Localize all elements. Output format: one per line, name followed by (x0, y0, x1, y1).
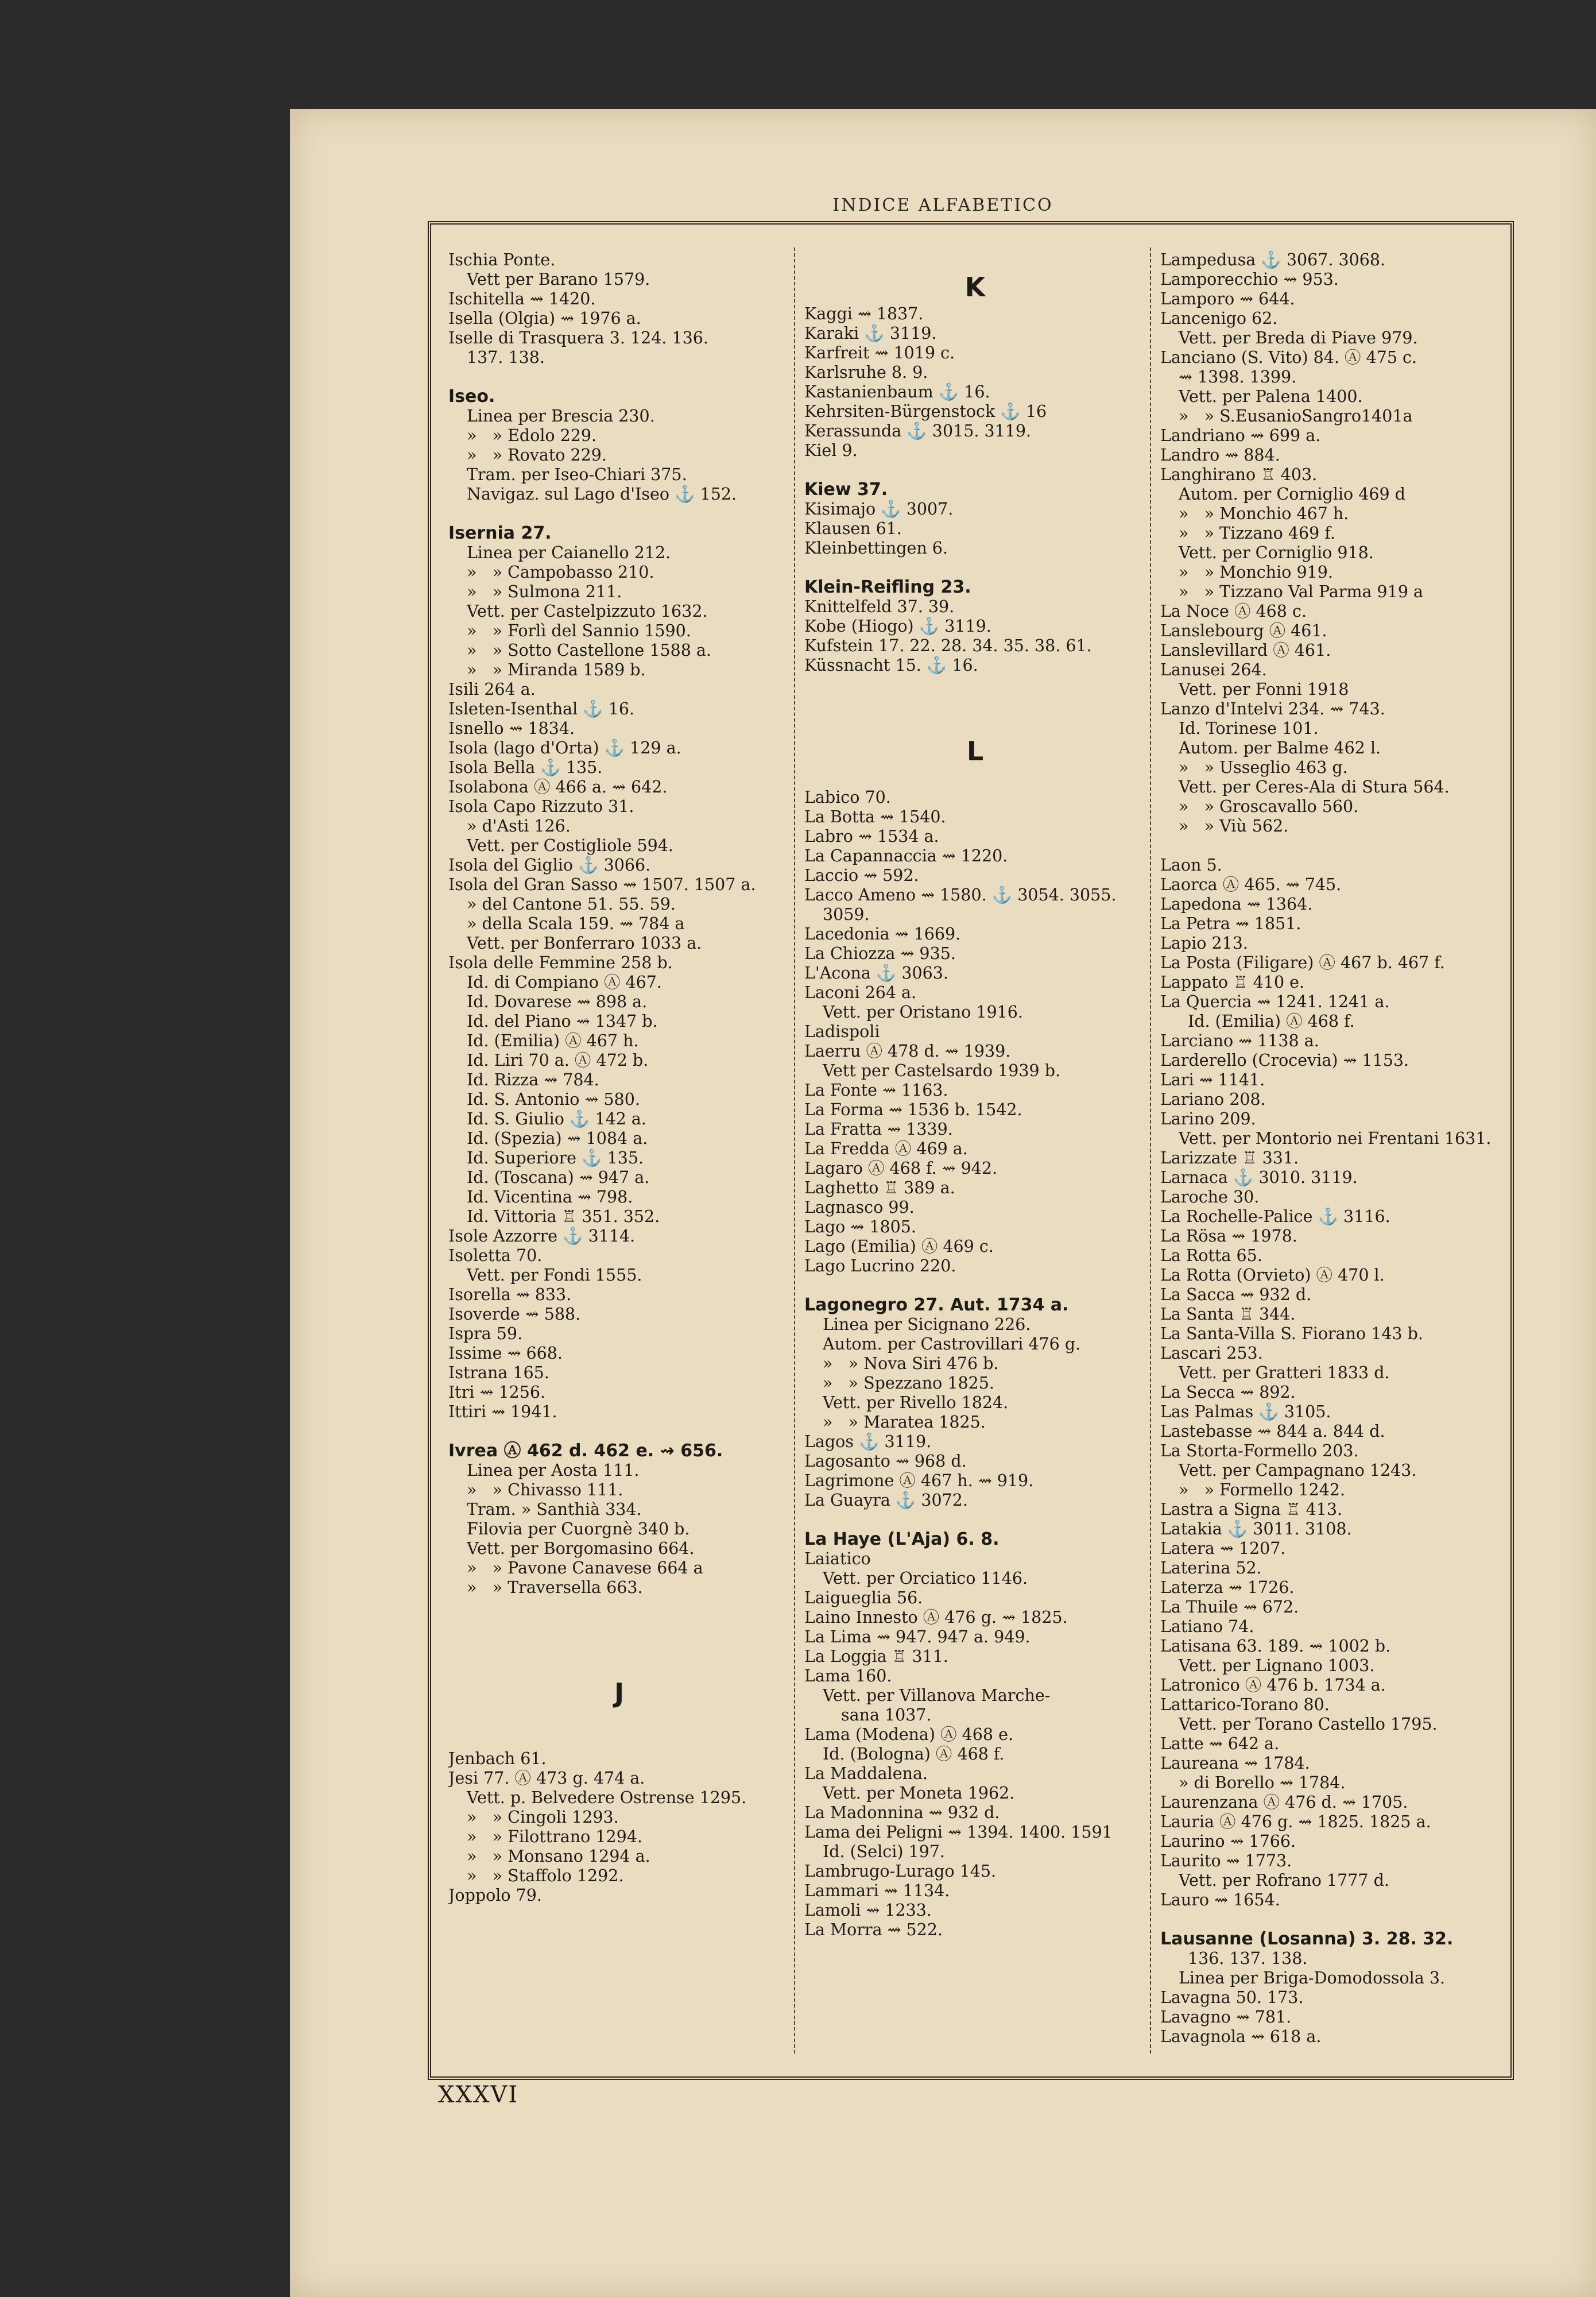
index-entry: Id. Liri 70 a. Ⓐ 472 b. (467, 1051, 649, 1070)
index-entry (1160, 836, 1505, 856)
index-entry: La Thuile ⇝ 672. (1160, 1598, 1299, 1617)
index-entry: Isolabona Ⓐ 466 a. ⇝ 642. (448, 778, 668, 796)
index-entry: Filovia per Cuorgnè 340 b. (467, 1519, 690, 1538)
index-entry: Lagosanto ⇝ 968 d. (804, 1452, 967, 1471)
index-entry: » » Nova Siri 476 b. (823, 1354, 999, 1373)
index-entry: Isorella ⇝ 833. (448, 1285, 572, 1304)
index-entry: Lagnasco 99. (804, 1198, 915, 1217)
index-column-2 (804, 250, 1146, 2065)
index-entry: 3059. (823, 905, 870, 924)
index-entry: » » Groscavallo 560. (1179, 797, 1359, 816)
index-entry: La Morra ⇝ 522. (804, 1920, 943, 1939)
index-entry: Ischia Ponte. (448, 250, 556, 269)
index-entry (448, 1598, 790, 1637)
index-entry: Karaki ⚓ 3119. (804, 324, 937, 343)
index-entry: Vett. per Ceres-Ala di Stura 564. (1179, 778, 1450, 796)
index-entry: 137. 138. (467, 348, 545, 367)
index-entry: Vett. per Campagnano 1243. (1179, 1461, 1417, 1480)
index-entry: » » Monchio 467 h. (1179, 504, 1349, 523)
index-entry: La Fratta ⇝ 1339. (804, 1120, 953, 1139)
index-entry: La Petra ⇝ 1851. (1160, 914, 1301, 933)
index-entry: Lamoli ⇝ 1233. (804, 1901, 932, 1920)
index-entry: Vett. per Fonni 1918 (1179, 680, 1349, 699)
index-entry: Landro ⇝ 884. (1160, 446, 1280, 465)
index-entry: Isola (lago d'Orta) ⚓ 129 a. (448, 738, 681, 757)
index-entry: Autom. per Balme 462 l. (1179, 738, 1381, 757)
index-entry: sana 1037. (841, 1706, 932, 1724)
index-entry: » d'Asti 126. (467, 817, 571, 836)
index-entry: Vett per Castelsardo 1939 b. (823, 1061, 1061, 1080)
index-entry: Isoverde ⇝ 588. (448, 1305, 581, 1324)
index-entry: La Sacca ⇝ 932 d. (1160, 1285, 1312, 1304)
index-entry: Lama 160. (804, 1666, 892, 1685)
index-entry: Lanslevillard Ⓐ 461. (1160, 641, 1331, 660)
index-entry: Las Palmas ⚓ 3105. (1160, 1402, 1331, 1421)
index-entry: » » Cingoli 1293. (467, 1808, 619, 1827)
index-column-3 (1160, 250, 1505, 2065)
index-entry: » » Chivasso 111. (467, 1480, 623, 1499)
index-entry: Autom. per Corniglio 469 d (1179, 485, 1405, 504)
index-entry: Laiatico (804, 1549, 871, 1568)
index-entry: Lama dei Peligni ⇝ 1394. 1400. 1591 (804, 1823, 1113, 1842)
index-entry: Iselle di Trasquera 3. 124. 136. (448, 328, 708, 347)
index-entry: Itri ⇝ 1256. (448, 1383, 546, 1402)
index-entry: Linea per Sicignano 226. (823, 1315, 1031, 1334)
index-entry: » » Edolo 229. (467, 426, 597, 445)
index-entry: Laconi 264 a. (804, 983, 917, 1002)
index-entry: » » Miranda 1589 b. (467, 660, 646, 679)
index-entry: La Rochelle-Palice ⚓ 3116. (1160, 1207, 1390, 1226)
index-entry: Kaggi ⇝ 1837. (804, 304, 924, 323)
index-entry: Knittelfeld 37. 39. (804, 597, 955, 616)
index-heading: Ivrea Ⓐ 462 d. 462 e. ⇝ 656. (448, 1441, 723, 1461)
running-head: INDICE ALFABETICO (832, 195, 1053, 215)
index-entry: Laureana ⇝ 1784. (1160, 1754, 1310, 1773)
index-entry: Larino 209. (1160, 1109, 1256, 1128)
index-entry: Id. Rizza ⇝ 784. (467, 1070, 599, 1089)
index-entry: » » Sulmona 211. (467, 582, 622, 601)
index-entry (448, 1637, 790, 1676)
index-entry: La Maddalena. (804, 1764, 928, 1783)
index-entry: Lascari 253. (1160, 1344, 1263, 1363)
index-entry: Id. S. Antonio ⇝ 580. (467, 1090, 640, 1109)
index-entry: » » Staffolo 1292. (467, 1866, 624, 1885)
index-entry: Issime ⇝ 668. (448, 1344, 563, 1363)
index-entry: Landriano ⇝ 699 a. (1160, 426, 1321, 445)
index-entry: » della Scala 159. ⇝ 784 a (467, 914, 685, 933)
index-entry: Lanusei 264. (1160, 660, 1267, 679)
index-entry: » » Traversella 663. (467, 1578, 643, 1597)
index-entry: Lagaro Ⓐ 468 f. ⇝ 942. (804, 1159, 998, 1178)
index-entry: Vett. per Lignano 1003. (1179, 1656, 1375, 1675)
index-entry: Navigaz. sul Lago d'Iseo ⚓ 152. (467, 485, 737, 504)
index-entry: Larderello (Crocevia) ⇝ 1153. (1160, 1051, 1409, 1070)
index-entry: Vett. per Castelpizzuto 1632. (467, 602, 708, 621)
index-entry: 136. 137. 138. (1188, 1949, 1308, 1968)
index-entry: Latiano 74. (1160, 1617, 1254, 1636)
index-heading: Klein-Reifling 23. (804, 577, 971, 597)
index-entry: Kastanienbaum ⚓ 16. (804, 382, 990, 401)
column-divider (794, 248, 795, 2054)
index-entry: » » Monchio 919. (1179, 563, 1333, 582)
index-entry: Linea per Aosta 111. (467, 1461, 640, 1480)
index-entry: Laino Innesto Ⓐ 476 g. ⇝ 1825. (804, 1608, 1068, 1627)
index-entry: Lavagnola ⇝ 618 a. (1160, 2027, 1322, 2046)
index-entry: Laurito ⇝ 1773. (1160, 1851, 1292, 1870)
index-entry: Vett. per Rofrano 1777 d. (1179, 1871, 1389, 1890)
index-heading: Kiew 37. (804, 479, 888, 500)
index-entry: Latera ⇝ 1207. (1160, 1539, 1286, 1558)
index-entry: Id. Dovarese ⇝ 898 a. (467, 992, 648, 1011)
column-divider (1150, 248, 1151, 2054)
index-entry: Id. Superiore ⚓ 135. (467, 1148, 644, 1167)
index-entry: » » Maratea 1825. (823, 1413, 986, 1432)
index-entry: La Chiozza ⇝ 935. (804, 944, 956, 963)
index-entry: Vett. per Borgomasino 664. (467, 1539, 695, 1558)
index-entry: Laurenzana Ⓐ 476 d. ⇝ 1705. (1160, 1793, 1408, 1812)
index-entry: Labro ⇝ 1534 a. (804, 827, 939, 846)
index-column-1 (448, 250, 790, 2065)
index-entry: » » Viù 562. (1179, 817, 1289, 836)
index-entry: » » Spezzano 1825. (823, 1374, 994, 1393)
index-entry: Ladispoli (804, 1022, 880, 1041)
index-entry: Vett. per Montorio nei Frentani 1631. (1179, 1129, 1492, 1148)
index-entry: La Rösa ⇝ 1978. (1160, 1227, 1297, 1246)
index-entry: Vett. per Orciatico 1146. (823, 1569, 1028, 1588)
index-entry: Lagrimone Ⓐ 467 h. ⇝ 919. (804, 1471, 1034, 1490)
index-entry: Isola Capo Rizzuto 31. (448, 797, 634, 816)
index-entry: Vett. per Moneta 1962. (823, 1784, 1015, 1803)
index-entry: Id. del Piano ⇝ 1347 b. (467, 1012, 658, 1031)
section-letter: K (964, 272, 986, 303)
index-entry: Lariano 208. (1160, 1090, 1266, 1109)
index-entry: Joppolo 79. (448, 1886, 542, 1905)
index-entry (804, 250, 1146, 270)
index-entry: Vett. per Fondi 1555. (467, 1266, 642, 1285)
index-entry: Lapedona ⇝ 1364. (1160, 895, 1313, 914)
index-entry: Langhirano ♖ 403. (1160, 465, 1318, 484)
index-entry: Lapio 213. (1160, 934, 1248, 953)
index-entry: » » Forlì del Sannio 1590. (467, 621, 691, 640)
index-entry: Karlsruhe 8. 9. (804, 363, 928, 382)
index-entry: Vett. per Gratteri 1833 d. (1179, 1363, 1390, 1382)
index-entry: » » Tizzano Val Parma 919 a (1179, 582, 1423, 601)
index-entry (448, 504, 790, 524)
index-entry: Laerru Ⓐ 478 d. ⇝ 1939. (804, 1042, 1011, 1061)
index-entry (448, 1710, 790, 1749)
index-entry: Id. (Toscana) ⇝ 947 a. (467, 1168, 650, 1187)
index-entry: Lappato ♖ 410 e. (1160, 973, 1305, 992)
index-entry: Isleten-Isenthal ⚓ 16. (448, 699, 635, 718)
index-entry: Lacco Ameno ⇝ 1580. ⚓ 3054. 3055. (804, 885, 1117, 904)
index-entry: Lama (Modena) Ⓐ 468 e. (804, 1725, 1014, 1744)
index-entry: Lampedusa ⚓ 3067. 3068. (1160, 250, 1386, 269)
index-entry: Kiel 9. (804, 441, 858, 460)
index-entry: Kehrsiten-Bürgenstock ⚓ 16 (804, 402, 1047, 421)
index-entry (804, 558, 1146, 578)
index-entry: Vett. per Breda di Piave 979. (1179, 328, 1418, 347)
index-entry: Vett. per Palena 1400. (1179, 387, 1363, 406)
index-entry: Id. Vittoria ♖ 351. 352. (467, 1207, 660, 1226)
index-entry: Lamporecchio ⇝ 953. (1160, 270, 1339, 289)
index-entry: » » Filottrano 1294. (467, 1827, 642, 1846)
index-entry: Labico 70. (804, 788, 891, 807)
index-entry: La Santa-Villa S. Fiorano 143 b. (1160, 1324, 1423, 1343)
index-entry: Isole Azzorre ⚓ 3114. (448, 1227, 636, 1246)
index-entry: La Rotta 65. (1160, 1246, 1262, 1265)
index-entry: Lauro ⇝ 1654. (1160, 1890, 1280, 1909)
index-entry: Lavagna 50. 173. (1160, 1988, 1304, 2007)
index-entry: La Storta-Formello 203. (1160, 1441, 1359, 1460)
index-entry: Lanzo d'Intelvi 234. ⇝ 743. (1160, 699, 1385, 718)
index-entry: Vett. per Villanova Marche- (823, 1686, 1051, 1705)
index-entry: Laccio ⇝ 592. (804, 866, 919, 885)
index-entry: Lago ⇝ 1805. (804, 1217, 916, 1236)
index-entry: Id. S. Giulio ⚓ 142 a. (467, 1109, 646, 1128)
index-entry: Kobe (Hiogo) ⚓ 3119. (804, 617, 991, 636)
index-entry: Kerassunda ⚓ 3015. 3119. (804, 421, 1032, 440)
index-entry: La Botta ⇝ 1540. (804, 807, 946, 826)
index-entry: Latte ⇝ 642 a. (1160, 1734, 1280, 1753)
index-heading: Iseo. (448, 386, 495, 407)
index-entry: Linea per Brescia 230. (467, 407, 655, 426)
index-entry: Vett. per Costigliole 594. (467, 836, 673, 855)
index-entry: Id. (Emilia) Ⓐ 467 h. (467, 1031, 639, 1050)
index-entry: Isola del Gran Sasso ⇝ 1507. 1507 a. (448, 875, 756, 894)
index-entry: » » Formello 1242. (1179, 1480, 1346, 1499)
index-entry: Id. (Spezia) ⇝ 1084 a. (467, 1129, 648, 1148)
index-entry: Larnaca ⚓ 3010. 3119. (1160, 1168, 1358, 1187)
index-entry (804, 1276, 1146, 1296)
index-entry: Laroche 30. (1160, 1188, 1260, 1206)
index-entry: La Lima ⇝ 947. 947 a. 949. (804, 1627, 1031, 1646)
index-entry: Lago (Emilia) Ⓐ 469 c. (804, 1237, 994, 1256)
index-entry: L'Acona ⚓ 3063. (804, 964, 949, 983)
index-entry: Lagos ⚓ 3119. (804, 1432, 932, 1451)
index-entry: La Noce Ⓐ 468 c. (1160, 602, 1307, 621)
index-entry (448, 368, 790, 387)
index-entry: » » S.EusanioSangro1401a (1179, 407, 1413, 426)
index-entry: Id. (Selci) 197. (823, 1842, 945, 1861)
index-heading: Isernia 27. (448, 523, 552, 543)
index-entry: » del Cantone 51. 55. 59. (467, 895, 676, 914)
index-entry: Laterza ⇝ 1726. (1160, 1578, 1295, 1597)
index-entry: Lancenigo 62. (1160, 309, 1278, 328)
index-entry: Klausen 61. (804, 519, 902, 538)
index-entry: Vett. per Oristano 1916. (823, 1003, 1023, 1022)
index-entry: Ischitella ⇝ 1420. (448, 289, 596, 308)
index-entry: Laterina 52. (1160, 1559, 1262, 1577)
index-entry: Isola Bella ⚓ 135. (448, 758, 603, 777)
index-entry: Linea per Caianello 212. (467, 543, 671, 562)
index-entry: Isnello ⇝ 1834. (448, 719, 575, 738)
index-entry: ⇝ 1398. 1399. (1179, 368, 1297, 386)
index-entry: Isili 264 a. (448, 680, 536, 699)
index-entry: Latisana 63. 189. ⇝ 1002 b. (1160, 1637, 1391, 1656)
index-entry: Lammari ⇝ 1134. (804, 1881, 950, 1900)
index-entry: Id. di Compiano Ⓐ 467. (467, 973, 662, 992)
index-entry: Isoletta 70. (448, 1246, 543, 1265)
index-entry: Id. Torinese 101. (1179, 719, 1319, 738)
index-entry: Larizzate ♖ 331. (1160, 1148, 1299, 1167)
index-entry: Isella (Olgia) ⇝ 1976 a. (448, 309, 641, 328)
index-entry: Jenbach 61. (448, 1749, 547, 1768)
index-entry: Tram. » Santhià 334. (467, 1500, 642, 1519)
index-entry: Küssnacht 15. ⚓ 16. (804, 656, 978, 675)
index-entry: Id. (Bologna) Ⓐ 468 f. (823, 1745, 1005, 1764)
index-entry: Kisimajo ⚓ 3007. (804, 500, 954, 519)
index-entry: Lauria Ⓐ 476 g. ⇝ 1825. 1825 a. (1160, 1812, 1431, 1831)
index-entry: » » Tizzano 469 f. (1179, 524, 1335, 543)
index-entry: Lamporo ⇝ 644. (1160, 289, 1295, 308)
index-entry: Laigueglia 56. (804, 1588, 923, 1607)
index-frame (428, 221, 1514, 2080)
index-entry: » » Sotto Castellone 1588 a. (467, 641, 711, 660)
index-entry: Lacedonia ⇝ 1669. (804, 925, 961, 943)
index-entry: Karfreit ⇝ 1019 c. (804, 343, 955, 362)
index-entry: Lanslebourg Ⓐ 461. (1160, 621, 1327, 640)
index-entry: Istrana 165. (448, 1363, 549, 1382)
index-entry: Lastra a Signa ♖ 413. (1160, 1500, 1343, 1519)
index-entry: Lattarico-Torano 80. (1160, 1695, 1330, 1714)
index-entry: La Forma ⇝ 1536 b. 1542. (804, 1100, 1022, 1119)
index-entry: La Guayra ⚓ 3072. (804, 1491, 968, 1510)
index-entry: Tram. per Iseo-Chiari 375. (467, 465, 687, 484)
index-heading: Lausanne (Losanna) 3. 28. 32. (1160, 1929, 1454, 1949)
index-entry: Latakia ⚓ 3011. 3108. (1160, 1519, 1352, 1538)
index-entry: Latronico Ⓐ 476 b. 1734 a. (1160, 1676, 1386, 1695)
index-entry: Laurino ⇝ 1766. (1160, 1832, 1296, 1851)
index-entry: Vett. per Corniglio 918. (1179, 543, 1374, 562)
index-entry (804, 461, 1146, 480)
index-entry: La Fonte ⇝ 1163. (804, 1081, 948, 1100)
index-entry: Laghetto ♖ 389 a. (804, 1178, 955, 1197)
index-entry: » » Rovato 229. (467, 446, 607, 465)
index-entry: La Posta (Filigare) Ⓐ 467 b. 467 f. (1160, 953, 1445, 972)
index-entry: La Secca ⇝ 892. (1160, 1383, 1296, 1402)
index-heading: La Haye (L'Aja) 6. 8. (804, 1529, 1000, 1549)
index-entry: Ittiri ⇝ 1941. (448, 1402, 557, 1421)
index-entry: Autom. per Castrovillari 476 g. (823, 1335, 1081, 1354)
index-entry: » » Monsano 1294 a. (467, 1847, 650, 1866)
index-entry: Id. Vicentina ⇝ 798. (467, 1188, 633, 1206)
index-entry: Lanciano (S. Vito) 84. Ⓐ 475 c. (1160, 348, 1417, 367)
index-entry: Lavagno ⇝ 781. (1160, 2008, 1292, 2027)
index-entry: » » Pavone Canavese 664 a (467, 1559, 703, 1577)
page-sheet (290, 109, 1596, 2297)
index-entry: Vett. per Torano Castello 1795. (1179, 1715, 1438, 1734)
index-entry (804, 714, 1146, 734)
page-number: XXXVI (438, 2082, 519, 2108)
index-entry: La Fredda Ⓐ 469 a. (804, 1139, 968, 1158)
index-entry: Vett. per Rivello 1824. (823, 1393, 1009, 1412)
index-entry: Vett per Barano 1579. (467, 270, 650, 289)
index-entry: Laorca Ⓐ 465. ⇝ 745. (1160, 875, 1342, 894)
index-entry: Ispra 59. (448, 1324, 523, 1343)
index-entry: La Quercia ⇝ 1241. 1241 a. (1160, 992, 1390, 1011)
section-letter: J (614, 1677, 625, 1708)
index-entry: Lari ⇝ 1141. (1160, 1070, 1265, 1089)
index-entry: » » Usseglio 463 g. (1179, 758, 1348, 777)
index-entry: Lastebasse ⇝ 844 a. 844 d. (1160, 1422, 1385, 1441)
index-heading: Lagonegro 27. Aut. 1734 a. (804, 1295, 1069, 1315)
index-entry: Jesi 77. Ⓐ 473 g. 474 a. (448, 1769, 645, 1788)
index-entry: Larciano ⇝ 1138 a. (1160, 1031, 1319, 1050)
index-entry: La Loggia ♖ 311. (804, 1647, 948, 1666)
index-entry (804, 675, 1146, 714)
index-entry: Kufstein 17. 22. 28. 34. 35. 38. 61. (804, 636, 1092, 655)
index-entry (448, 1422, 790, 1441)
index-entry: La Rotta (Orvieto) Ⓐ 470 l. (1160, 1266, 1385, 1285)
index-entry: Linea per Briga-Domodossola 3. (1179, 1969, 1446, 1987)
index-entry: » di Borello ⇝ 1784. (1179, 1773, 1346, 1792)
index-entry: La Santa ♖ 344. (1160, 1305, 1296, 1324)
index-entry: Isola del Giglio ⚓ 3066. (448, 856, 651, 875)
index-entry (1160, 1910, 1505, 1929)
index-entry: » » Campobasso 210. (467, 563, 654, 582)
index-entry: Lambrugo-Lurago 145. (804, 1862, 997, 1881)
index-entry: Kleinbettingen 6. (804, 539, 948, 558)
index-entry: Laon 5. (1160, 856, 1222, 875)
index-entry: Vett. per Bonferraro 1033 a. (467, 934, 702, 953)
index-entry (804, 768, 1146, 788)
index-entry: Id. (Emilia) Ⓐ 468 f. (1188, 1012, 1355, 1031)
index-entry: Vett. p. Belvedere Ostrense 1295. (467, 1788, 747, 1807)
index-entry: La Capannaccia ⇝ 1220. (804, 846, 1008, 865)
index-entry: Isola delle Femmine 258 b. (448, 953, 673, 972)
index-entry: Lago Lucrino 220. (804, 1256, 956, 1275)
index-entry (804, 1510, 1146, 1530)
index-entry: La Madonnina ⇝ 932 d. (804, 1803, 1000, 1822)
section-letter: L (966, 736, 984, 767)
